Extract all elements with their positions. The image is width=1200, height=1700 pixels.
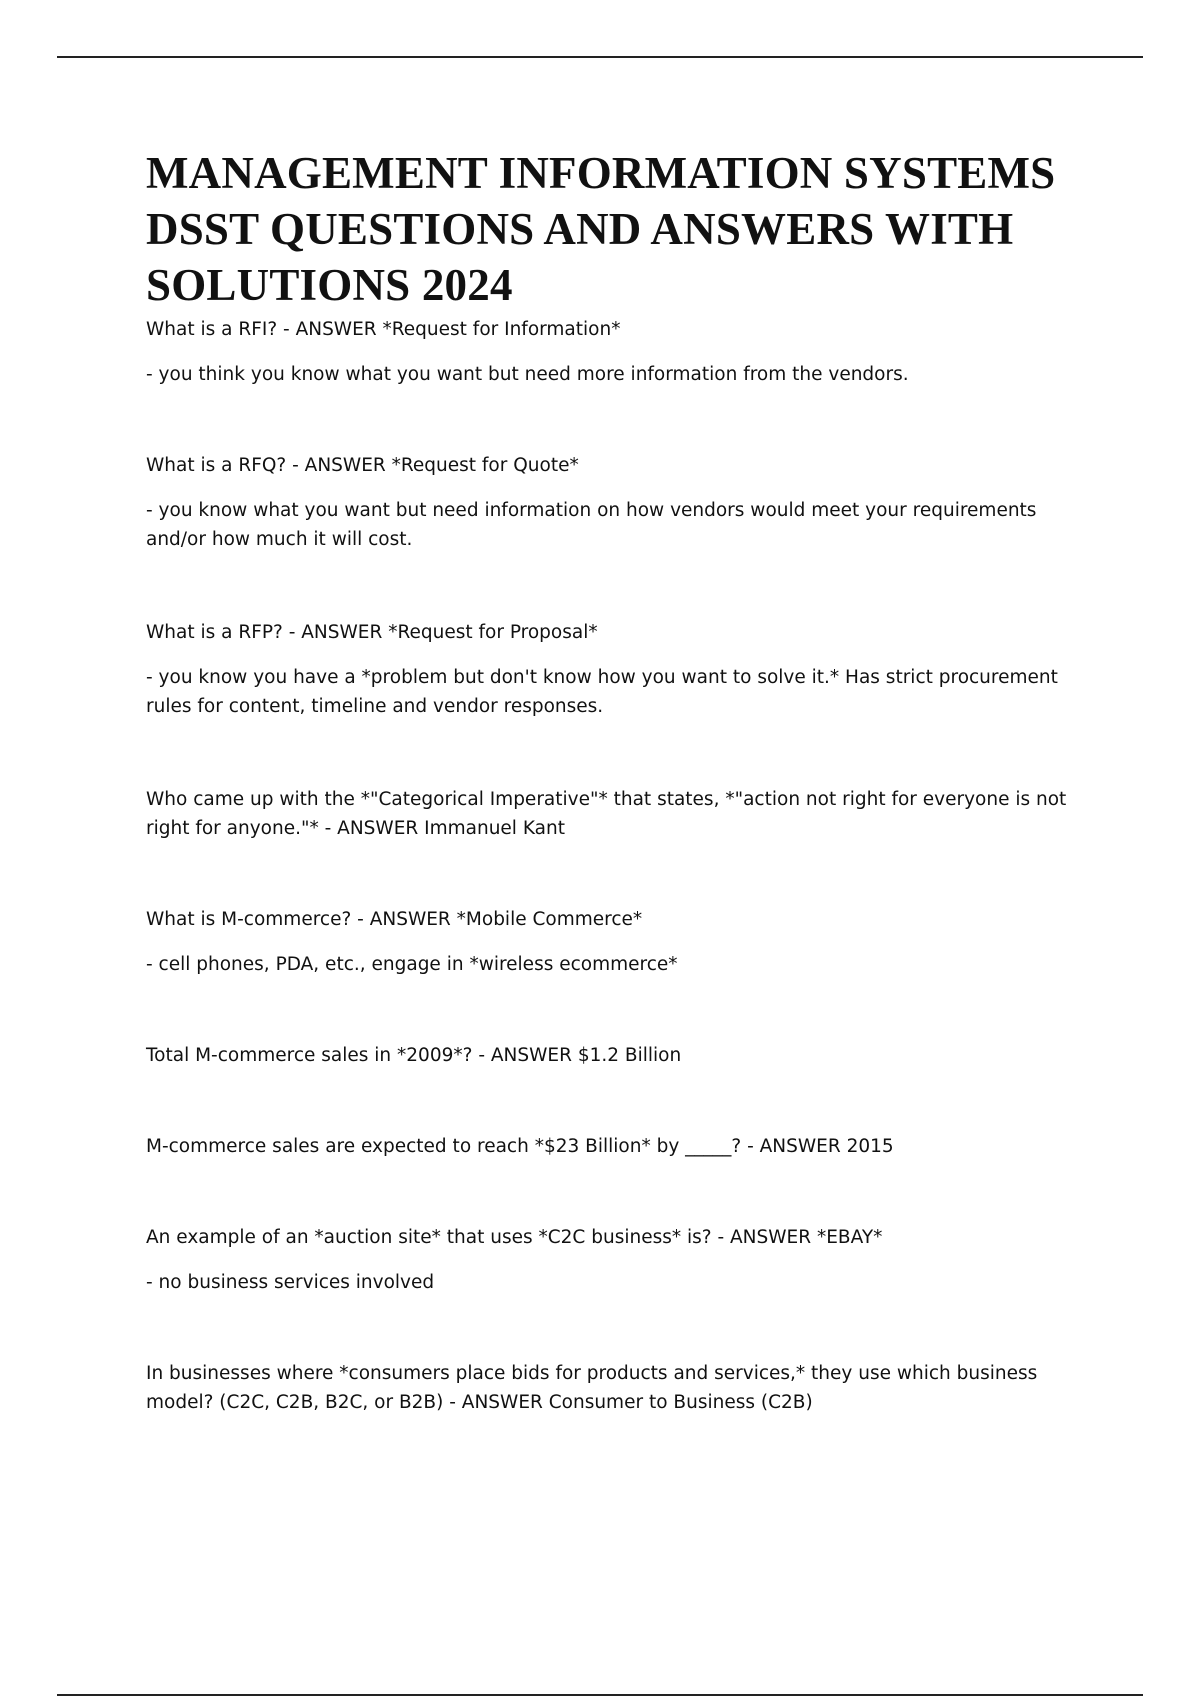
answer-detail: - you know what you want but need information on how vendors would meet your requirements and/or how much it will cost. <box>146 500 1037 550</box>
bottom-rule <box>57 1694 1143 1696</box>
answer-detail: - no business services involved <box>146 1272 435 1293</box>
qa-item-9 <box>146 1359 1096 1417</box>
top-rule <box>57 56 1143 58</box>
answer-detail: - you think you know what you want but need more information from the vendors. <box>146 364 909 385</box>
qa-item-1 <box>146 315 1096 389</box>
qa-item-8 <box>146 1223 1096 1297</box>
qa-item-4 <box>146 785 1096 843</box>
qa-item-5 <box>146 905 1096 979</box>
question: In businesses where *consumers place bids for products and services,* they use which business model? (C2C, C2B, B2C, or B2B) - ANSWER Consumer to Business (C2B) <box>146 1363 1038 1413</box>
document-title: MANAGEMENT INFORMATION SYSTEMS DSST QUESTIONS AND ANSWERS WITH SOLUTIONS 2024 <box>146 148 1056 310</box>
answer-detail: - you know you have a *problem but don't know how you want to solve it.* Has strict procurement rules for content, timeline and vendor responses. <box>146 667 1058 717</box>
qa-item-7 <box>146 1132 1096 1161</box>
question: What is M-commerce? - ANSWER *Mobile Commerce* <box>146 909 643 930</box>
qa-item-2 <box>146 451 1096 554</box>
question: Total M-commerce sales in *2009*? - ANSWER $1.2 Billion <box>146 1045 682 1066</box>
qa-list <box>146 315 1096 1417</box>
answer-detail: - cell phones, PDA, etc., engage in *wireless ecommerce* <box>146 954 678 975</box>
qa-item-6 <box>146 1041 1096 1070</box>
question: M-commerce sales are expected to reach *$23 Billion* by _____? - ANSWER 2015 <box>146 1136 894 1157</box>
qa-item-3 <box>146 618 1096 721</box>
question: What is a RFP? - ANSWER *Request for Proposal* <box>146 622 598 643</box>
document-body <box>146 145 1096 1417</box>
question: What is a RFQ? - ANSWER *Request for Quote* <box>146 455 579 476</box>
question: An example of an *auction site* that uses *C2C business* is? - ANSWER *EBAY* <box>146 1227 883 1248</box>
question: Who came up with the *"Categorical Imperative"* that states, *"action not right for everyone is not right for anyone."* - ANSWER Immanuel Kant <box>146 789 1067 839</box>
question: What is a RFI? - ANSWER *Request for Information* <box>146 319 621 340</box>
